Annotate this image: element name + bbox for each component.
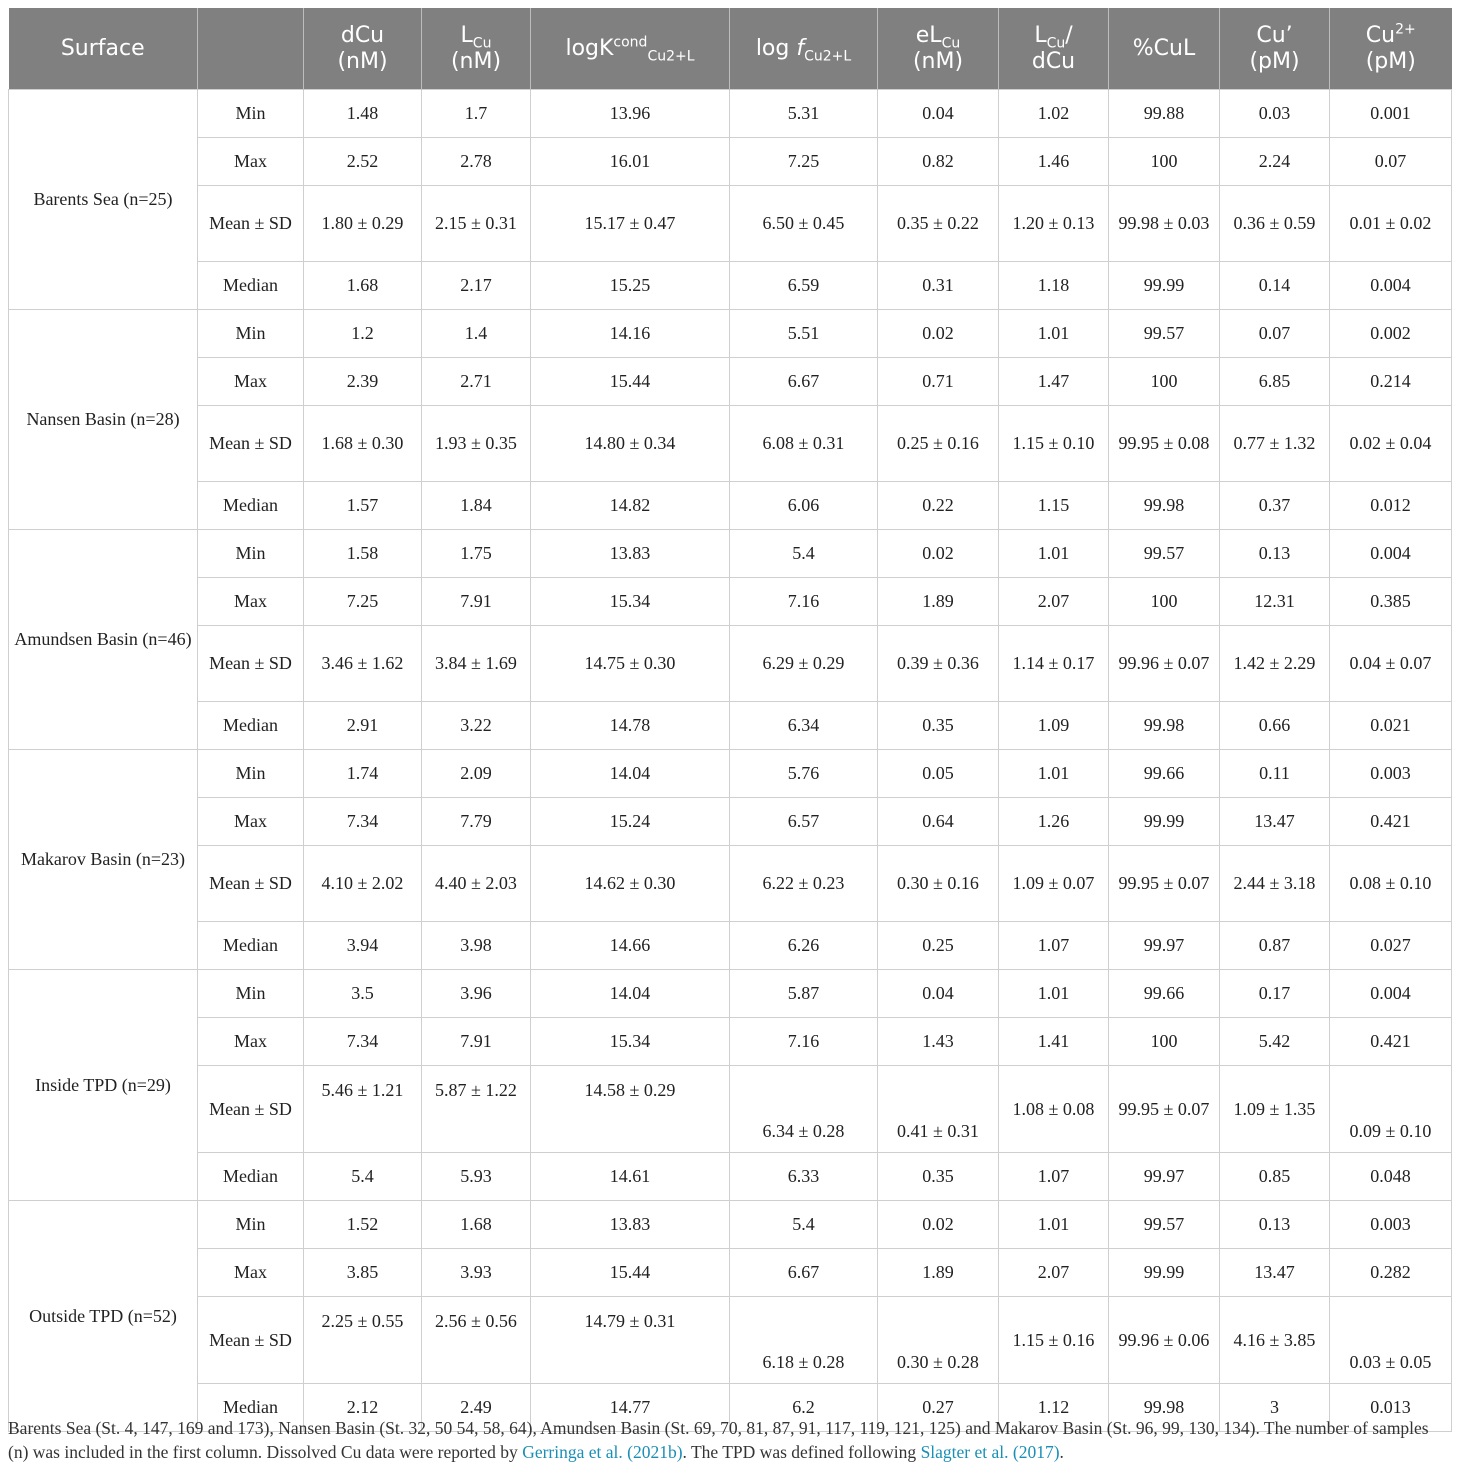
cell-logk: 15.17 ± 0.47 <box>531 186 730 262</box>
stat-label: Mean ± SD <box>198 186 304 262</box>
cell-logk: 15.25 <box>531 262 730 310</box>
table-row <box>9 406 1452 482</box>
cell-cu2: 0.001 <box>1330 90 1452 138</box>
cell-cu2: 0.004 <box>1330 530 1452 578</box>
data-table <box>8 8 1452 1432</box>
cell-dcu: 5.4 <box>304 1153 422 1201</box>
cell-ratio: 1.01 <box>999 750 1109 798</box>
header-surface: Surface <box>9 8 198 90</box>
cell-cu2: 0.01 ± 0.02 <box>1330 186 1452 262</box>
stat-label: Max <box>198 358 304 406</box>
stat-label: Median <box>198 922 304 970</box>
cell-cuprime: 13.47 <box>1220 798 1330 846</box>
header-dcu: dCu (nM) <box>304 8 422 90</box>
cell-dcu: 1.74 <box>304 750 422 798</box>
cell-elcu: 0.27 <box>878 1384 999 1432</box>
cell-lcu: 2.71 <box>422 358 531 406</box>
cell-pcul: 99.95 ± 0.08 <box>1109 406 1220 482</box>
cell-cuprime: 1.42 ± 2.29 <box>1220 626 1330 702</box>
cell-lcu: 7.91 <box>422 1018 531 1066</box>
cell-pcul: 99.57 <box>1109 530 1220 578</box>
table-row <box>9 482 1452 530</box>
table-row <box>9 1066 1452 1153</box>
cell-dcu: 7.25 <box>304 578 422 626</box>
cell-logf: 6.59 <box>730 262 878 310</box>
header-lcu: $L_{Cu}$ (nM) <box>422 8 531 90</box>
cell-dcu: 5.46 ± 1.21 <box>304 1066 422 1153</box>
cell-ratio: 1.18 <box>999 262 1109 310</box>
group-label: Inside TPD (n=29) <box>9 970 198 1201</box>
cell-lcu: 4.40 ± 2.03 <box>422 846 531 922</box>
cell-cuprime: 0.85 <box>1220 1153 1330 1201</box>
table-row <box>9 750 1452 798</box>
cell-cu2: 0.421 <box>1330 798 1452 846</box>
cell-cu2: 0.004 <box>1330 970 1452 1018</box>
cell-cu2: 0.021 <box>1330 702 1452 750</box>
cell-cuprime: 0.11 <box>1220 750 1330 798</box>
cell-lcu: 7.91 <box>422 578 531 626</box>
group-label: Barents Sea (n=25) <box>9 90 198 310</box>
cell-ratio: 1.12 <box>999 1384 1109 1432</box>
cell-elcu: 0.35 ± 0.22 <box>878 186 999 262</box>
stat-label: Min <box>198 970 304 1018</box>
cell-elcu: 0.35 <box>878 702 999 750</box>
cell-ratio: 1.26 <box>999 798 1109 846</box>
header-cuprime: Cu’ (pM) <box>1220 8 1330 90</box>
header-cu2: $Cu^{2+}$ (pM) <box>1330 8 1452 90</box>
cell-cuprime: 0.13 <box>1220 530 1330 578</box>
cell-lcu: 3.93 <box>422 1249 531 1297</box>
cell-logk: 13.83 <box>531 1201 730 1249</box>
cell-logk: 14.77 <box>531 1384 730 1432</box>
cell-ratio: 1.46 <box>999 138 1109 186</box>
cell-elcu: 1.43 <box>878 1018 999 1066</box>
cell-pcul: 99.66 <box>1109 750 1220 798</box>
table-row <box>9 262 1452 310</box>
cell-cuprime: 13.47 <box>1220 1249 1330 1297</box>
cell-logf: 5.87 <box>730 970 878 1018</box>
stat-label: Median <box>198 1153 304 1201</box>
cell-lcu: 1.75 <box>422 530 531 578</box>
cell-dcu: 3.46 ± 1.62 <box>304 626 422 702</box>
cell-ratio: 1.02 <box>999 90 1109 138</box>
header-row <box>9 8 1452 90</box>
cell-dcu: 3.5 <box>304 970 422 1018</box>
cell-logk: 14.58 ± 0.29 <box>531 1066 730 1153</box>
cell-lcu: 3.98 <box>422 922 531 970</box>
table-row <box>9 626 1452 702</box>
cell-pcul: 99.57 <box>1109 1201 1220 1249</box>
cell-logf: 6.67 <box>730 1249 878 1297</box>
cell-logf: 7.25 <box>730 138 878 186</box>
cell-elcu: 0.35 <box>878 1153 999 1201</box>
cell-pcul: 100 <box>1109 1018 1220 1066</box>
cell-dcu: 1.57 <box>304 482 422 530</box>
cell-logf: 6.06 <box>730 482 878 530</box>
cell-cu2: 0.214 <box>1330 358 1452 406</box>
cell-logf: 6.57 <box>730 798 878 846</box>
cell-dcu: 3.85 <box>304 1249 422 1297</box>
cell-logf: 6.18 ± 0.28 <box>730 1297 878 1384</box>
cell-cu2: 0.027 <box>1330 922 1452 970</box>
cell-cuprime: 12.31 <box>1220 578 1330 626</box>
cell-ratio: 1.01 <box>999 530 1109 578</box>
cell-ratio: 1.14 ± 0.17 <box>999 626 1109 702</box>
cell-lcu: 1.93 ± 0.35 <box>422 406 531 482</box>
cell-cu2: 0.04 ± 0.07 <box>1330 626 1452 702</box>
cell-cu2: 0.07 <box>1330 138 1452 186</box>
cell-lcu: 3.84 ± 1.69 <box>422 626 531 702</box>
cell-logf: 6.67 <box>730 358 878 406</box>
cell-logf: 7.16 <box>730 578 878 626</box>
cell-lcu: 3.96 <box>422 970 531 1018</box>
cell-lcu: 5.87 ± 1.22 <box>422 1066 531 1153</box>
cell-ratio: 1.09 ± 0.07 <box>999 846 1109 922</box>
cell-ratio: 1.15 <box>999 482 1109 530</box>
table-row <box>9 702 1452 750</box>
cell-elcu: 0.30 ± 0.16 <box>878 846 999 922</box>
cell-lcu: 1.84 <box>422 482 531 530</box>
table-row <box>9 186 1452 262</box>
cell-pcul: 99.99 <box>1109 798 1220 846</box>
table-row <box>9 90 1452 138</box>
cell-ratio: 1.20 ± 0.13 <box>999 186 1109 262</box>
cell-cu2: 0.002 <box>1330 310 1452 358</box>
cell-ratio: 1.47 <box>999 358 1109 406</box>
table-row <box>9 310 1452 358</box>
cell-ratio: 1.15 ± 0.16 <box>999 1297 1109 1384</box>
stat-label: Median <box>198 262 304 310</box>
stat-label: Mean ± SD <box>198 406 304 482</box>
table-row <box>9 358 1452 406</box>
cell-logf: 6.34 ± 0.28 <box>730 1066 878 1153</box>
cell-logf: 6.22 ± 0.23 <box>730 846 878 922</box>
stat-label: Median <box>198 1384 304 1432</box>
cell-logk: 14.82 <box>531 482 730 530</box>
cell-logk: 15.44 <box>531 358 730 406</box>
cell-elcu: 0.31 <box>878 262 999 310</box>
cell-cuprime: 6.85 <box>1220 358 1330 406</box>
stat-label: Mean ± SD <box>198 1297 304 1384</box>
table-body <box>9 90 1452 1432</box>
cell-ratio: 1.01 <box>999 970 1109 1018</box>
cell-elcu: 0.22 <box>878 482 999 530</box>
cell-pcul: 99.99 <box>1109 262 1220 310</box>
cell-pcul: 99.97 <box>1109 1153 1220 1201</box>
cell-pcul: 100 <box>1109 138 1220 186</box>
stat-label: Max <box>198 1249 304 1297</box>
cell-lcu: 2.78 <box>422 138 531 186</box>
cell-pcul: 99.95 ± 0.07 <box>1109 1066 1220 1153</box>
cell-logf: 6.33 <box>730 1153 878 1201</box>
cell-pcul: 99.88 <box>1109 90 1220 138</box>
cell-cuprime: 0.77 ± 1.32 <box>1220 406 1330 482</box>
cell-logf: 6.29 ± 0.29 <box>730 626 878 702</box>
cell-cu2: 0.012 <box>1330 482 1452 530</box>
cell-elcu: 0.02 <box>878 530 999 578</box>
cell-logf: 7.16 <box>730 1018 878 1066</box>
stat-label: Max <box>198 138 304 186</box>
stat-label: Min <box>198 530 304 578</box>
cell-dcu: 1.48 <box>304 90 422 138</box>
cell-pcul: 99.98 <box>1109 482 1220 530</box>
cell-cuprime: 0.13 <box>1220 1201 1330 1249</box>
cell-ratio: 2.07 <box>999 578 1109 626</box>
cell-logf: 6.08 ± 0.31 <box>730 406 878 482</box>
cell-elcu: 0.41 ± 0.31 <box>878 1066 999 1153</box>
stat-label: Max <box>198 798 304 846</box>
cell-logk: 14.62 ± 0.30 <box>531 846 730 922</box>
header-pcul: %CuL <box>1109 8 1220 90</box>
cell-dcu: 4.10 ± 2.02 <box>304 846 422 922</box>
table-footnote: Barents Sea (St. 4, 147, 169 and 173), Nansen Basin (St. 32, 50 54, 58, 64), Amundsen Basin (St. 69, 70, 81, 87, 91, 117, 119, 121, 125) and Makarov Basin (St. 96, 99, 130, 134). The number of samples (n) was included in the first column. Dissolved Cu data were reported by Gerringa et al. (2021b). The TPD was defined following Slagter et al. (2017). <box>8 1418 1429 1462</box>
cell-logk: 13.96 <box>531 90 730 138</box>
cell-elcu: 0.02 <box>878 310 999 358</box>
cell-logf: 5.51 <box>730 310 878 358</box>
cell-elcu: 0.04 <box>878 970 999 1018</box>
cell-logk: 14.78 <box>531 702 730 750</box>
cell-pcul: 100 <box>1109 358 1220 406</box>
cell-pcul: 99.98 ± 0.03 <box>1109 186 1220 262</box>
cell-cuprime: 4.16 ± 3.85 <box>1220 1297 1330 1384</box>
cell-dcu: 7.34 <box>304 1018 422 1066</box>
cell-cuprime: 0.07 <box>1220 310 1330 358</box>
table-row <box>9 922 1452 970</box>
cell-logf: 6.50 ± 0.45 <box>730 186 878 262</box>
cell-elcu: 1.89 <box>878 578 999 626</box>
cell-cu2: 0.004 <box>1330 262 1452 310</box>
header-stat <box>198 8 304 90</box>
group-label: Nansen Basin (n=28) <box>9 310 198 530</box>
header-logf: $\log f_{Cu2+L}$ <box>730 8 878 90</box>
cell-elcu: 0.39 ± 0.36 <box>878 626 999 702</box>
stat-label: Median <box>198 702 304 750</box>
cell-cu2: 0.013 <box>1330 1384 1452 1432</box>
cell-lcu: 2.09 <box>422 750 531 798</box>
stat-label: Min <box>198 1201 304 1249</box>
header-elcu: $eL_{Cu}$ (nM) <box>878 8 999 90</box>
cell-pcul: 99.97 <box>1109 922 1220 970</box>
cell-logf: 5.76 <box>730 750 878 798</box>
cell-elcu: 0.64 <box>878 798 999 846</box>
cell-elcu: 0.05 <box>878 750 999 798</box>
reference-link-slagter[interactable]: Slagter et al. (2017) <box>920 1442 1060 1462</box>
cell-pcul: 100 <box>1109 578 1220 626</box>
cell-logk: 14.04 <box>531 750 730 798</box>
cell-pcul: 99.98 <box>1109 1384 1220 1432</box>
cell-elcu: 1.89 <box>878 1249 999 1297</box>
header-ratio: $L_{Cu}/$ dCu <box>999 8 1109 90</box>
cell-lcu: 5.93 <box>422 1153 531 1201</box>
cell-dcu: 2.12 <box>304 1384 422 1432</box>
cell-lcu: 1.68 <box>422 1201 531 1249</box>
cell-cuprime: 0.66 <box>1220 702 1330 750</box>
table-row <box>9 138 1452 186</box>
stat-label: Min <box>198 310 304 358</box>
group-label: Amundsen Basin (n=46) <box>9 530 198 750</box>
reference-link-gerringa[interactable]: Gerringa et al. (2021b) <box>522 1442 683 1462</box>
cell-pcul: 99.57 <box>1109 310 1220 358</box>
cell-pcul: 99.95 ± 0.07 <box>1109 846 1220 922</box>
stat-label: Max <box>198 1018 304 1066</box>
cell-cu2: 0.003 <box>1330 1201 1452 1249</box>
table-row <box>9 1018 1452 1066</box>
cell-cuprime: 5.42 <box>1220 1018 1330 1066</box>
cell-ratio: 1.07 <box>999 1153 1109 1201</box>
cell-dcu: 1.58 <box>304 530 422 578</box>
cell-cuprime: 2.24 <box>1220 138 1330 186</box>
cell-logk: 14.75 ± 0.30 <box>531 626 730 702</box>
stat-label: Min <box>198 90 304 138</box>
cell-dcu: 2.25 ± 0.55 <box>304 1297 422 1384</box>
cell-elcu: 0.25 ± 0.16 <box>878 406 999 482</box>
stat-label: Median <box>198 482 304 530</box>
cell-logf: 5.4 <box>730 530 878 578</box>
cell-logk: 14.16 <box>531 310 730 358</box>
cell-logk: 14.79 ± 0.31 <box>531 1297 730 1384</box>
cell-logk: 14.80 ± 0.34 <box>531 406 730 482</box>
cell-dcu: 2.52 <box>304 138 422 186</box>
cell-cuprime: 0.17 <box>1220 970 1330 1018</box>
cell-cu2: 0.385 <box>1330 578 1452 626</box>
cell-cu2: 0.003 <box>1330 750 1452 798</box>
cell-ratio: 1.01 <box>999 1201 1109 1249</box>
cell-cu2: 0.08 ± 0.10 <box>1330 846 1452 922</box>
cell-cu2: 0.282 <box>1330 1249 1452 1297</box>
cell-cu2: 0.02 ± 0.04 <box>1330 406 1452 482</box>
cell-cuprime: 0.36 ± 0.59 <box>1220 186 1330 262</box>
cell-ratio: 2.07 <box>999 1249 1109 1297</box>
cell-logk: 15.44 <box>531 1249 730 1297</box>
table-row <box>9 1201 1452 1249</box>
cell-lcu: 2.17 <box>422 262 531 310</box>
cell-dcu: 1.2 <box>304 310 422 358</box>
cell-logk: 13.83 <box>531 530 730 578</box>
cell-ratio: 1.01 <box>999 310 1109 358</box>
cell-ratio: 1.08 ± 0.08 <box>999 1066 1109 1153</box>
cell-logf: 5.31 <box>730 90 878 138</box>
cell-cuprime: 1.09 ± 1.35 <box>1220 1066 1330 1153</box>
cell-elcu: 0.25 <box>878 922 999 970</box>
cell-cu2: 0.421 <box>1330 1018 1452 1066</box>
cell-dcu: 1.52 <box>304 1201 422 1249</box>
cell-cuprime: 0.14 <box>1220 262 1330 310</box>
cell-lcu: 3.22 <box>422 702 531 750</box>
cell-elcu: 0.04 <box>878 90 999 138</box>
cell-lcu: 2.56 ± 0.56 <box>422 1297 531 1384</box>
cell-elcu: 0.82 <box>878 138 999 186</box>
cell-ratio: 1.07 <box>999 922 1109 970</box>
stat-label: Mean ± SD <box>198 846 304 922</box>
cell-lcu: 1.7 <box>422 90 531 138</box>
table-row <box>9 1153 1452 1201</box>
cell-dcu: 1.68 ± 0.30 <box>304 406 422 482</box>
cell-logf: 6.26 <box>730 922 878 970</box>
cell-logf: 5.4 <box>730 1201 878 1249</box>
table-row <box>9 1297 1452 1384</box>
cell-lcu: 1.4 <box>422 310 531 358</box>
cell-dcu: 2.39 <box>304 358 422 406</box>
cell-pcul: 99.96 ± 0.07 <box>1109 626 1220 702</box>
cell-pcul: 99.98 <box>1109 702 1220 750</box>
table-row <box>9 578 1452 626</box>
cell-logf: 6.2 <box>730 1384 878 1432</box>
cell-cuprime: 0.03 <box>1220 90 1330 138</box>
cell-logk: 15.34 <box>531 578 730 626</box>
cell-dcu: 3.94 <box>304 922 422 970</box>
stat-label: Mean ± SD <box>198 1066 304 1153</box>
cell-dcu: 1.80 ± 0.29 <box>304 186 422 262</box>
group-label: Makarov Basin (n=23) <box>9 750 198 970</box>
cell-dcu: 7.34 <box>304 798 422 846</box>
header-logk: logK$^{cond}_{Cu2+L}$ <box>531 8 730 90</box>
cell-cuprime: 3 <box>1220 1384 1330 1432</box>
cell-ratio: 1.15 ± 0.10 <box>999 406 1109 482</box>
cell-logk: 14.66 <box>531 922 730 970</box>
cell-lcu: 2.15 ± 0.31 <box>422 186 531 262</box>
cell-pcul: 99.96 ± 0.06 <box>1109 1297 1220 1384</box>
table-row <box>9 530 1452 578</box>
table-row <box>9 970 1452 1018</box>
table-container <box>8 8 1451 1432</box>
cell-pcul: 99.66 <box>1109 970 1220 1018</box>
cell-cu2: 0.048 <box>1330 1153 1452 1201</box>
cell-cu2: 0.09 ± 0.10 <box>1330 1066 1452 1153</box>
cell-logk: 15.34 <box>531 1018 730 1066</box>
cell-cuprime: 0.37 <box>1220 482 1330 530</box>
cell-logf: 6.34 <box>730 702 878 750</box>
cell-elcu: 0.71 <box>878 358 999 406</box>
cell-ratio: 1.41 <box>999 1018 1109 1066</box>
cell-logk: 16.01 <box>531 138 730 186</box>
cell-dcu: 2.91 <box>304 702 422 750</box>
cell-elcu: 0.02 <box>878 1201 999 1249</box>
table-row <box>9 798 1452 846</box>
cell-logk: 14.04 <box>531 970 730 1018</box>
cell-logk: 15.24 <box>531 798 730 846</box>
cell-elcu: 0.30 ± 0.28 <box>878 1297 999 1384</box>
cell-logk: 14.61 <box>531 1153 730 1201</box>
stat-label: Mean ± SD <box>198 626 304 702</box>
cell-pcul: 99.99 <box>1109 1249 1220 1297</box>
stat-label: Min <box>198 750 304 798</box>
cell-lcu: 2.49 <box>422 1384 531 1432</box>
cell-cu2: 0.03 ± 0.05 <box>1330 1297 1452 1384</box>
stat-label: Max <box>198 578 304 626</box>
cell-lcu: 7.79 <box>422 798 531 846</box>
group-label: Outside TPD (n=52) <box>9 1201 198 1432</box>
table-row <box>9 1249 1452 1297</box>
cell-cuprime: 2.44 ± 3.18 <box>1220 846 1330 922</box>
table-row <box>9 846 1452 922</box>
cell-cuprime: 0.87 <box>1220 922 1330 970</box>
cell-ratio: 1.09 <box>999 702 1109 750</box>
cell-dcu: 1.68 <box>304 262 422 310</box>
